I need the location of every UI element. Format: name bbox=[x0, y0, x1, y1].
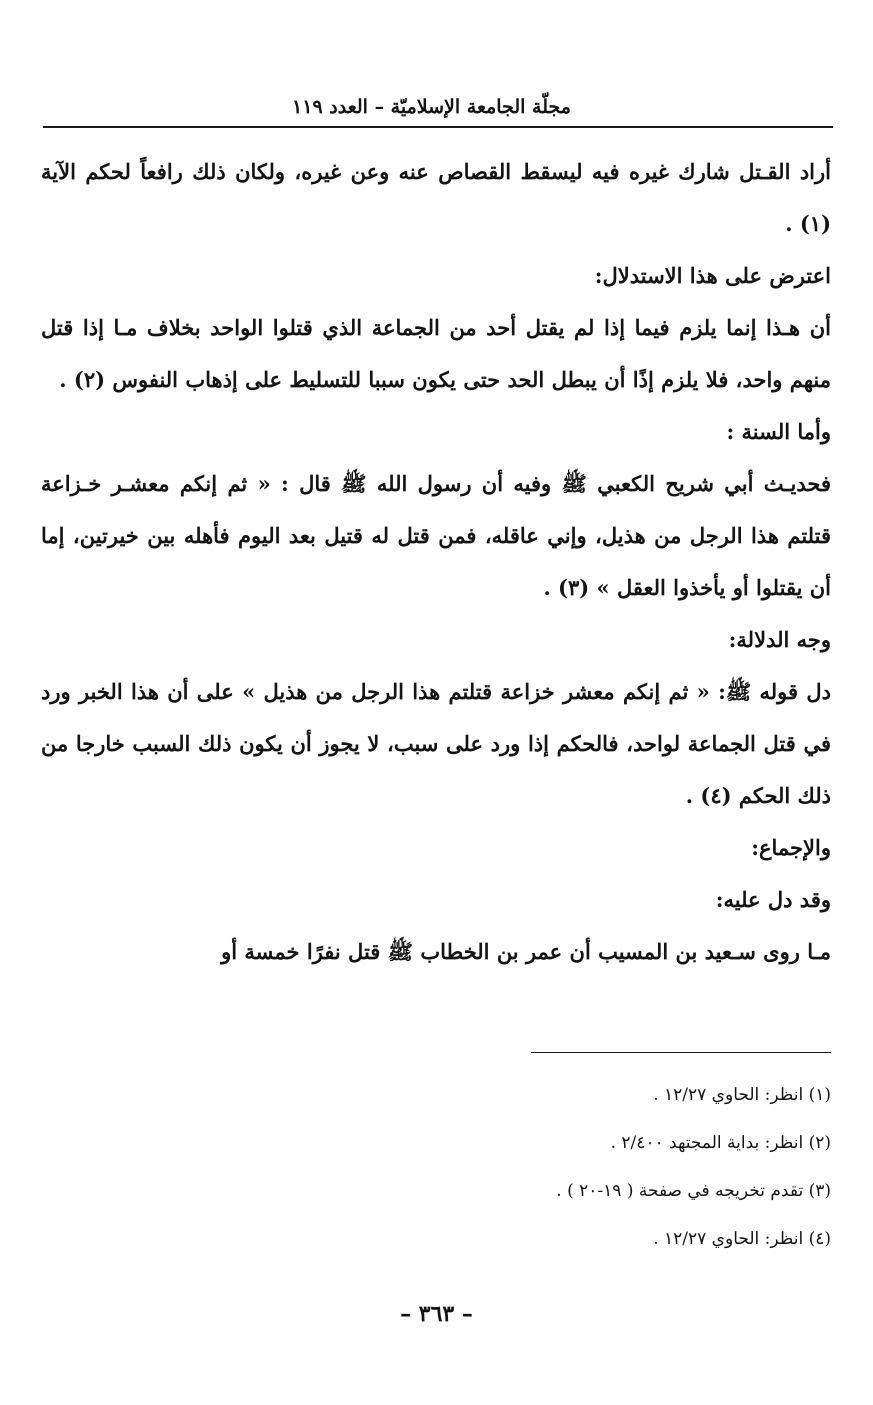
paragraph: فحديـث أبي شريح الكعبي ﷺ وفيه أن رسول الله ﷺ قال : « ثم إنكم معشـر خـزاعة قتلتم هذا الرجل من هذيل، وإني عاقله، فمن قتل له قتيل بعد اليوم فأهله بين خيرتين، إما أن يقتلوا أو يأخذوا العقل » (٣) . bbox=[41, 471, 831, 600]
body-text bbox=[41, 146, 831, 978]
paragraph: دل قوله ﷺ: « ثم إنكم معشر خزاعة قتلتم هذا الرجل من هذيل » على أن هذا الخبر ورد في قتل الجماعة لواحد، فالحكم إذا ورد على سبب، لا يجوز أن يكون ذلك السبب خارجا من ذلك الحكم (٤) . bbox=[41, 679, 831, 808]
paragraph: مـا روى سـعيد بن المسيب أن عمر بن الخطاب ﷺ قتل نفرًا خمسة أو bbox=[221, 939, 831, 964]
footnote: (١) انظر: الحاوي ١٢/٢٧ . bbox=[653, 1085, 831, 1105]
footnote: (٣) تقدم تخريجه في صفحة ( ١٩-٢٠ ) . bbox=[556, 1181, 831, 1201]
section-heading: اعترض على هذا الاستدلال: bbox=[594, 263, 831, 288]
footnote: (٤) انظر: الحاوي ١٢/٢٧ . bbox=[653, 1229, 831, 1249]
section-heading: وقد دل عليه: bbox=[715, 887, 831, 912]
running-header: مجلّة الجامعة الإسلاميّة – العدد ١١٩ bbox=[292, 96, 571, 118]
footnote-rule bbox=[531, 1052, 831, 1053]
header-rule bbox=[43, 126, 833, 128]
footnotes bbox=[41, 1071, 831, 1263]
section-heading: وجه الدلالة: bbox=[728, 627, 831, 652]
page-number: – ٣٦٣ – bbox=[400, 1301, 473, 1327]
paragraph: أن هـذا إنما يلزم فيما إذا لم يقتل أحد من الجماعة الذي قتلوا الواحد بخلاف مـا إذا قتل منهم واحد، فلا يلزم إذًا أن يبطل الحد حتى يكون سببا للتسليط على إذهاب النفوس (٢) . bbox=[41, 315, 831, 392]
footnote: (٢) انظر: بداية المجتهد ٢/٤٠٠ . bbox=[610, 1133, 831, 1153]
section-heading: وأما السنة : bbox=[726, 419, 831, 444]
paragraph: أراد القـتل شارك غيره فيه ليسقط القصاص عنه وعن غيره، ولكان ذلك رافعاً لحكم الآية (١) . bbox=[41, 159, 831, 236]
section-heading: والإجماع: bbox=[751, 835, 831, 860]
